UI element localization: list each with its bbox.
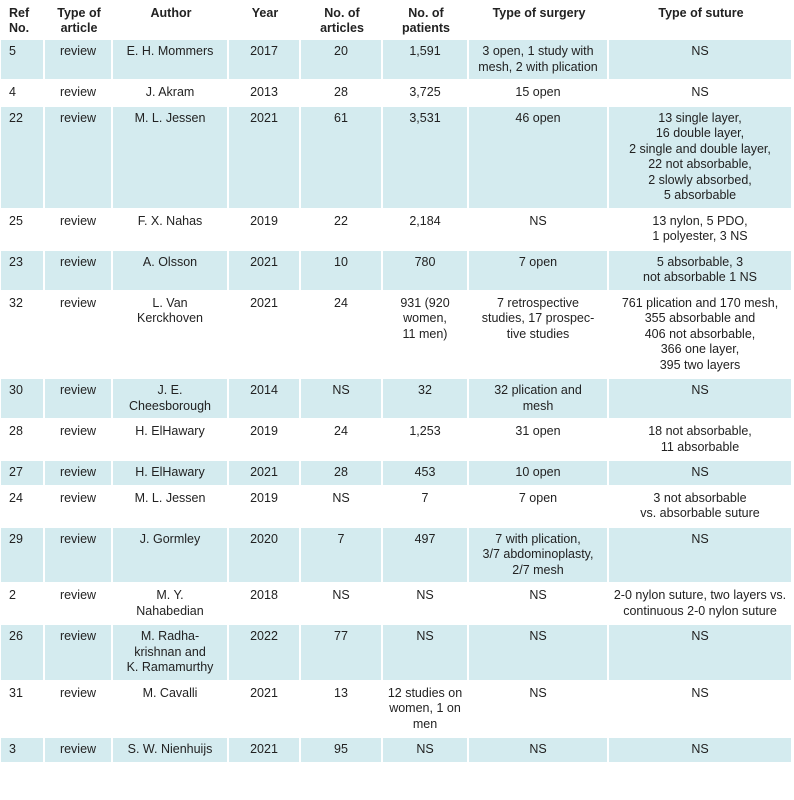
cell-type-of-suture: 18 not absorbable, 11 absorbable	[609, 420, 793, 461]
cell-no-of-articles: 24	[301, 292, 383, 380]
cell-no-of-patients: 3,725	[383, 81, 469, 107]
cell-author: E. H. Mommers	[113, 40, 229, 81]
cell-type-of-article: review	[45, 210, 113, 251]
cell-no-of-articles: 77	[301, 625, 383, 682]
cell-type-of-surgery: NS	[469, 210, 609, 251]
cell-type-of-article: review	[45, 528, 113, 585]
table-row	[1, 625, 793, 682]
cell-type-of-surgery: NS	[469, 682, 609, 739]
cell-type-of-article: review	[45, 738, 113, 764]
cell-type-of-suture: NS	[609, 528, 793, 585]
cell-type-of-surgery: NS	[469, 738, 609, 764]
header-no-of-articles: No. of articles	[320, 6, 364, 35]
cell-type-of-suture: NS	[609, 379, 793, 420]
table-body	[1, 40, 793, 764]
cell-type-of-article: review	[45, 107, 113, 210]
cell-ref-no: 32	[1, 292, 45, 380]
cell-no-of-articles: 7	[301, 528, 383, 585]
cell-author: M. L. Jessen	[113, 107, 229, 210]
cell-year: 2020	[229, 528, 301, 585]
cell-type-of-suture: NS	[609, 461, 793, 487]
header-ref-no: Ref No.	[9, 6, 30, 35]
cell-no-of-articles: NS	[301, 379, 383, 420]
cell-no-of-patients: 497	[383, 528, 469, 585]
cell-type-of-article: review	[45, 40, 113, 81]
cell-author: M. L. Jessen	[113, 487, 229, 528]
cell-type-of-surgery: 7 open	[469, 251, 609, 292]
cell-author: M. Radha- krishnan and K. Ramamurthy	[113, 625, 229, 682]
cell-ref-no: 24	[1, 487, 45, 528]
cell-no-of-articles: 10	[301, 251, 383, 292]
cell-type-of-suture: 761 plication and 170 mesh, 355 absorbable and 406 not absorbable, 366 one layer, 395 two layers	[609, 292, 793, 380]
cell-year: 2021	[229, 107, 301, 210]
table-row	[1, 40, 793, 81]
cell-type-of-surgery: 31 open	[469, 420, 609, 461]
cell-ref-no: 26	[1, 625, 45, 682]
cell-no-of-patients: 32	[383, 379, 469, 420]
cell-no-of-articles: 61	[301, 107, 383, 210]
cell-no-of-patients: 453	[383, 461, 469, 487]
table-row	[1, 81, 793, 107]
cell-ref-no: 3	[1, 738, 45, 764]
cell-type-of-suture: NS	[609, 682, 793, 739]
table-row	[1, 210, 793, 251]
cell-author: A. Olsson	[113, 251, 229, 292]
cell-no-of-articles: 24	[301, 420, 383, 461]
cell-no-of-articles: 13	[301, 682, 383, 739]
cell-ref-no: 22	[1, 107, 45, 210]
cell-author: J. Akram	[113, 81, 229, 107]
cell-type-of-suture: 3 not absorbable vs. absorbable suture	[609, 487, 793, 528]
cell-type-of-suture: NS	[609, 40, 793, 81]
table-row	[1, 528, 793, 585]
header-no-of-patients: No. of patients	[402, 6, 450, 35]
cell-author: L. Van Kerckhoven	[113, 292, 229, 380]
cell-ref-no: 5	[1, 40, 45, 81]
cell-no-of-patients: NS	[383, 625, 469, 682]
cell-author: H. ElHawary	[113, 461, 229, 487]
cell-no-of-articles: NS	[301, 584, 383, 625]
cell-year: 2021	[229, 251, 301, 292]
table-row	[1, 292, 793, 380]
cell-year: 2021	[229, 292, 301, 380]
cell-type-of-surgery: 15 open	[469, 81, 609, 107]
cell-type-of-article: review	[45, 461, 113, 487]
header-type-of-suture: Type of suture	[658, 6, 744, 20]
cell-ref-no: 23	[1, 251, 45, 292]
cell-type-of-suture: NS	[609, 81, 793, 107]
cell-type-of-suture: 13 single layer, 16 double layer, 2 single and double layer, 22 not absorbable, 2 slowly absorbed, 5 absorbable	[609, 107, 793, 210]
cell-no-of-articles: 28	[301, 81, 383, 107]
cell-type-of-article: review	[45, 292, 113, 380]
cell-author: S. W. Nienhuijs	[113, 738, 229, 764]
cell-year: 2013	[229, 81, 301, 107]
table-row	[1, 379, 793, 420]
cell-no-of-patients: 2,184	[383, 210, 469, 251]
cell-ref-no: 28	[1, 420, 45, 461]
cell-type-of-suture: 5 absorbable, 3 not absorbable 1 NS	[609, 251, 793, 292]
cell-type-of-article: review	[45, 81, 113, 107]
cell-ref-no: 4	[1, 81, 45, 107]
cell-no-of-articles: 20	[301, 40, 383, 81]
cell-year: 2019	[229, 210, 301, 251]
cell-year: 2019	[229, 487, 301, 528]
cell-type-of-surgery: 46 open	[469, 107, 609, 210]
cell-type-of-surgery: 32 plication and mesh	[469, 379, 609, 420]
cell-type-of-suture: NS	[609, 625, 793, 682]
table-row	[1, 420, 793, 461]
table-row	[1, 461, 793, 487]
cell-no-of-articles: NS	[301, 487, 383, 528]
cell-no-of-patients: NS	[383, 584, 469, 625]
cell-type-of-suture: 2-0 nylon suture, two layers vs. continuous 2-0 nylon suture	[609, 584, 793, 625]
cell-author: J. Gormley	[113, 528, 229, 585]
cell-no-of-patients: 12 studies on women, 1 on men	[383, 682, 469, 739]
header-type-of-article: Type of article	[57, 6, 101, 35]
cell-no-of-patients: 780	[383, 251, 469, 292]
review-table	[1, 0, 793, 764]
cell-ref-no: 2	[1, 584, 45, 625]
cell-no-of-patients: 1,591	[383, 40, 469, 81]
table-row	[1, 107, 793, 210]
cell-type-of-surgery: 7 open	[469, 487, 609, 528]
cell-type-of-article: review	[45, 420, 113, 461]
cell-year: 2021	[229, 738, 301, 764]
cell-ref-no: 25	[1, 210, 45, 251]
cell-year: 2014	[229, 379, 301, 420]
cell-no-of-patients: 1,253	[383, 420, 469, 461]
header-type-of-surgery: Type of surgery	[492, 6, 586, 20]
cell-type-of-surgery: 3 open, 1 study with mesh, 2 with plication	[469, 40, 609, 81]
cell-type-of-suture: NS	[609, 738, 793, 764]
cell-year: 2018	[229, 584, 301, 625]
cell-type-of-article: review	[45, 251, 113, 292]
cell-type-of-surgery: 7 retrospective studies, 17 prospec- tive studies	[469, 292, 609, 380]
cell-type-of-surgery: NS	[469, 584, 609, 625]
cell-type-of-article: review	[45, 487, 113, 528]
cell-year: 2021	[229, 682, 301, 739]
cell-no-of-articles: 22	[301, 210, 383, 251]
header-row	[1, 0, 793, 40]
table-row	[1, 251, 793, 292]
cell-no-of-patients: 7	[383, 487, 469, 528]
cell-no-of-articles: 95	[301, 738, 383, 764]
cell-type-of-surgery: 10 open	[469, 461, 609, 487]
cell-no-of-patients: NS	[383, 738, 469, 764]
table-row	[1, 584, 793, 625]
cell-author: M. Y. Nahabedian	[113, 584, 229, 625]
table-row	[1, 682, 793, 739]
table-row	[1, 487, 793, 528]
cell-author: M. Cavalli	[113, 682, 229, 739]
header-year: Year	[251, 6, 279, 20]
cell-type-of-article: review	[45, 625, 113, 682]
cell-author: F. X. Nahas	[113, 210, 229, 251]
cell-type-of-article: review	[45, 379, 113, 420]
cell-author: H. ElHawary	[113, 420, 229, 461]
cell-type-of-surgery: NS	[469, 625, 609, 682]
cell-type-of-surgery: 7 with plication, 3/7 abdominoplasty, 2/7 mesh	[469, 528, 609, 585]
table-row	[1, 738, 793, 764]
cell-year: 2019	[229, 420, 301, 461]
cell-type-of-article: review	[45, 682, 113, 739]
cell-no-of-articles: 28	[301, 461, 383, 487]
cell-type-of-suture: 13 nylon, 5 PDO, 1 polyester, 3 NS	[609, 210, 793, 251]
cell-type-of-article: review	[45, 584, 113, 625]
cell-ref-no: 27	[1, 461, 45, 487]
cell-no-of-patients: 3,531	[383, 107, 469, 210]
cell-no-of-patients: 931 (920 women, 11 men)	[383, 292, 469, 380]
header-author: Author	[150, 6, 192, 20]
cell-year: 2021	[229, 461, 301, 487]
cell-ref-no: 31	[1, 682, 45, 739]
cell-year: 2022	[229, 625, 301, 682]
cell-ref-no: 29	[1, 528, 45, 585]
cell-year: 2017	[229, 40, 301, 81]
cell-ref-no: 30	[1, 379, 45, 420]
cell-author: J. E. Cheesborough	[113, 379, 229, 420]
